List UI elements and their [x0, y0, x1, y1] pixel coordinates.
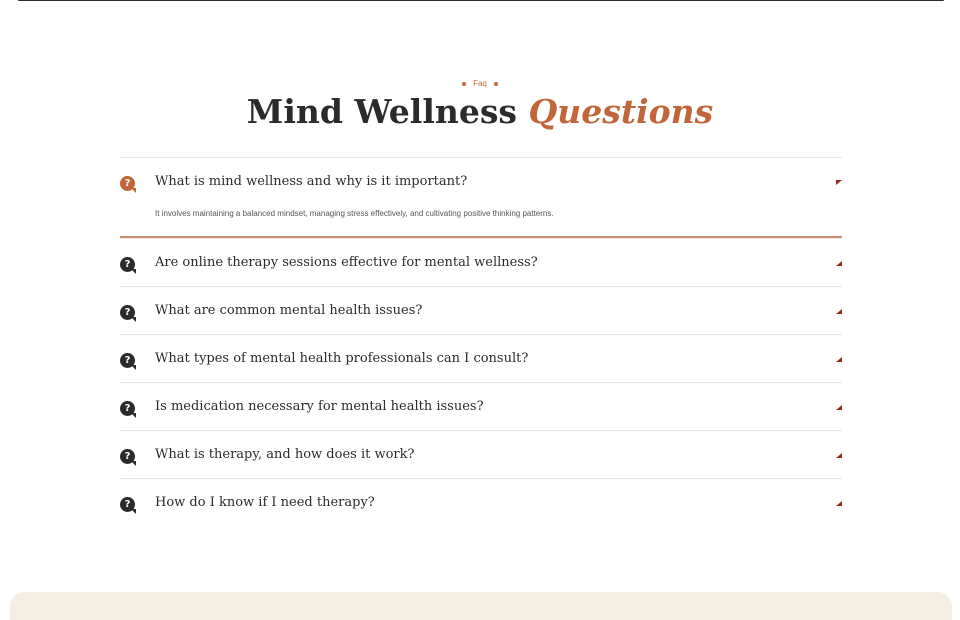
faq-question-row[interactable] [120, 431, 842, 478]
faq-answer: It involves maintaining a balanced mindset, managing stress effectively, and cultivating positive thinking patterns. [155, 209, 554, 218]
caret-icon[interactable] [836, 405, 842, 410]
eyebrow-dot-right [494, 82, 498, 86]
caret-icon[interactable] [836, 309, 842, 314]
faq-item [120, 238, 842, 286]
faq-question: Is medication necessary for mental health issues? [155, 399, 484, 414]
faq-question: What types of mental health professionals can I consult? [155, 351, 529, 366]
question-bubble-icon: ? [120, 401, 135, 416]
faq-question: What is therapy, and how does it work? [155, 447, 415, 462]
faq-question-row[interactable] [120, 383, 842, 430]
faq-question: What is mind wellness and why is it important? [155, 174, 468, 189]
title-accent: Questions [528, 92, 714, 131]
caret-icon[interactable] [836, 453, 842, 458]
faq-question: What are common mental health issues? [155, 303, 423, 318]
question-bubble-icon: ? [120, 353, 135, 368]
caret-icon[interactable] [836, 357, 842, 362]
faq-question: How do I know if I need therapy? [155, 495, 375, 510]
faq-question-row[interactable] [120, 287, 842, 334]
question-bubble-icon: ? [120, 176, 135, 191]
caret-icon[interactable] [836, 180, 842, 185]
question-bubble-icon: ? [120, 305, 135, 320]
title-main: Mind Wellness [246, 92, 518, 131]
eyebrow-label: Faq [473, 79, 487, 88]
faq-item [120, 334, 842, 382]
caret-icon[interactable] [836, 261, 842, 266]
faq-item [120, 157, 842, 238]
question-bubble-icon: ? [120, 497, 135, 512]
faq-question: Are online therapy sessions effective for mental wellness? [155, 255, 538, 270]
faq-question-row[interactable] [120, 479, 842, 526]
question-bubble-icon: ? [120, 449, 135, 464]
faq-item [120, 286, 842, 334]
page-title [0, 90, 960, 134]
eyebrow-dot-left [462, 82, 466, 86]
section-eyebrow [0, 78, 960, 90]
faq-question-row[interactable] [120, 158, 842, 205]
question-bubble-icon: ? [120, 257, 135, 272]
caret-icon[interactable] [836, 501, 842, 506]
faq-accordion [120, 157, 842, 526]
faq-item [120, 382, 842, 430]
top-divider [18, 0, 944, 1]
faq-item [120, 430, 842, 478]
faq-item [120, 478, 842, 526]
faq-question-row[interactable] [120, 239, 842, 286]
next-section-band [10, 592, 952, 620]
faq-question-row[interactable] [120, 335, 842, 382]
